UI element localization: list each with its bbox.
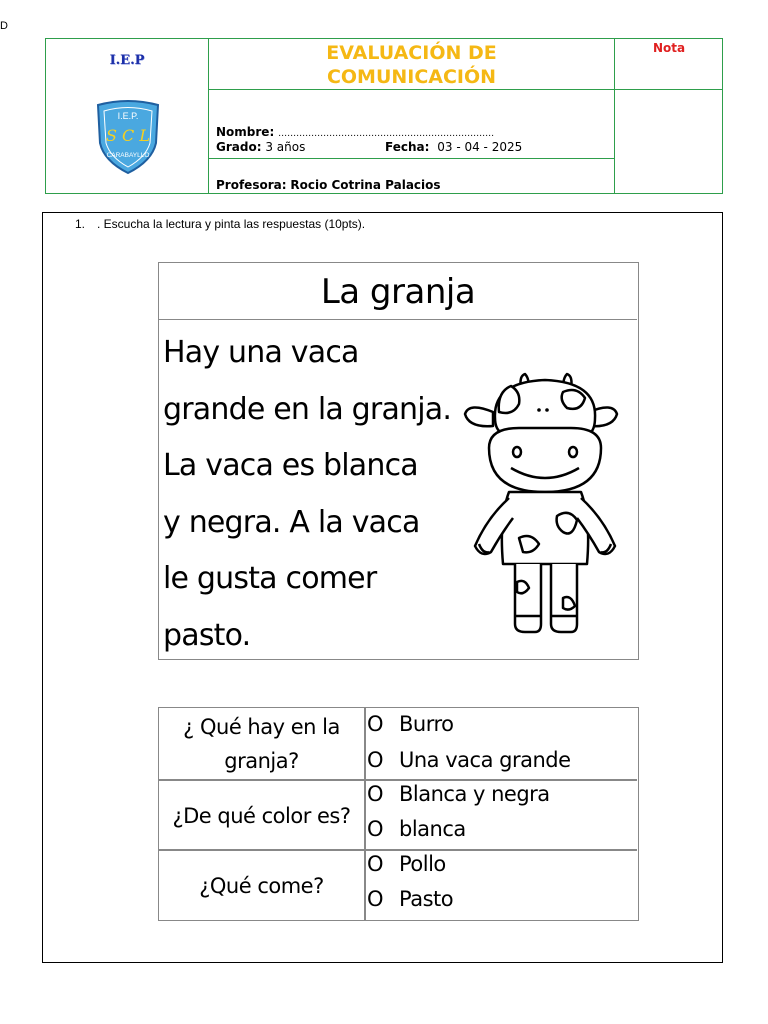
quiz-question: ¿ Qué hay en la granja? <box>183 714 340 773</box>
fecha-label: Fecha: <box>385 140 430 154</box>
exam-header <box>45 38 723 194</box>
quiz-option[interactable]: O blanca <box>367 817 466 841</box>
logo-top-text: I.E.P. <box>117 111 139 121</box>
question-box <box>42 212 723 963</box>
quiz-option[interactable]: O Pollo <box>367 852 446 876</box>
nombre-field[interactable]: ……………………………………………………………… <box>278 129 495 139</box>
quiz-option[interactable]: O Burro <box>367 712 454 736</box>
profesora-row <box>216 178 441 192</box>
nombre-row <box>216 125 494 139</box>
fecha-value: 03 - 04 - 2025 <box>437 140 523 154</box>
profesora-value: Rocio Cotrina Palacios <box>290 178 441 192</box>
story-line: Hay una vaca <box>163 335 359 370</box>
quiz-option[interactable]: O Pasto <box>367 887 454 911</box>
logo-monogram: S C L <box>106 126 150 145</box>
quiz-row-1 <box>159 708 637 779</box>
logo-cell <box>46 39 208 193</box>
story-line: La vaca es blanca <box>163 448 418 483</box>
grado-row <box>216 140 305 154</box>
story-line: pasto. <box>163 617 251 653</box>
story-panel <box>158 262 639 660</box>
story-line: le gusta comer <box>163 561 377 596</box>
grado-value: 3 años <box>265 140 306 154</box>
cow-illustration <box>459 368 619 648</box>
quiz-table <box>158 707 639 921</box>
quiz-option[interactable]: O Una vaca grande <box>367 748 571 772</box>
logo-bottom-text: CARABAYLLO <box>106 152 150 159</box>
story-title: La granja <box>159 263 637 320</box>
quiz-option[interactable]: O Blanca y negra <box>367 782 550 806</box>
school-name: I.E.P <box>109 53 145 68</box>
title-line-2: COMUNICACIÓN <box>326 66 497 88</box>
quiz-row-2 <box>159 780 637 851</box>
quiz-question: ¿De qué color es? <box>172 803 351 828</box>
nota-label: Nota <box>652 41 686 55</box>
story-line: y negra. A la vaca <box>163 504 420 540</box>
profesora-label: Profesora: <box>216 178 287 192</box>
title-line-1: EVALUACIÓN DE <box>326 42 497 64</box>
school-shield-logo <box>94 99 162 175</box>
quiz-row-3 <box>159 850 637 921</box>
grado-label: Grado: <box>216 140 262 154</box>
instruction-number: 1. <box>75 217 86 231</box>
exam-title <box>209 41 614 89</box>
instruction-text: . Escucha la lectura y pinta las respuestas (10pts). <box>97 217 366 231</box>
corner-mark: D <box>0 20 8 32</box>
story-text <box>163 325 451 664</box>
instruction <box>75 217 365 231</box>
story-line: grande en la granja. <box>163 391 452 427</box>
fecha-row <box>385 140 522 154</box>
nombre-label: Nombre: <box>216 125 275 139</box>
quiz-question: ¿Qué come? <box>199 873 324 898</box>
